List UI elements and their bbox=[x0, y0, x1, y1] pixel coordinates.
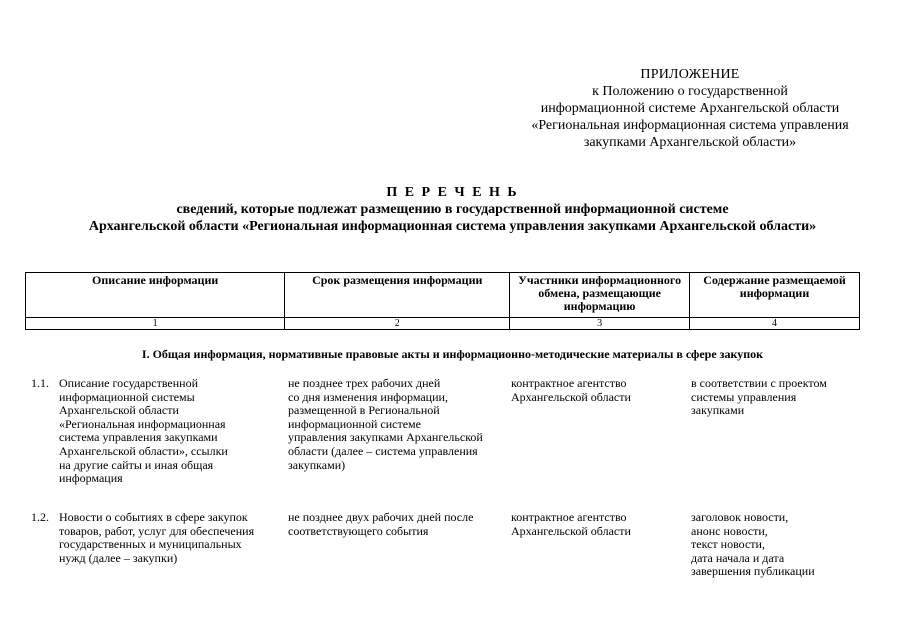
text-line: Архангельской области bbox=[511, 523, 631, 538]
text-line: анонс новости, bbox=[691, 523, 768, 538]
text-line: завершения публикации bbox=[691, 564, 815, 579]
text-line: Описание государственной bbox=[59, 376, 199, 390]
text-line: заголовок новости, bbox=[691, 510, 789, 524]
row-content bbox=[691, 377, 861, 418]
text-line: Описание информации bbox=[92, 273, 219, 287]
header-table bbox=[25, 272, 860, 330]
text-line: информация bbox=[59, 471, 123, 486]
column-number: 2 bbox=[285, 318, 510, 330]
column-header-participants bbox=[510, 273, 690, 318]
text-line: области (далее – система управления bbox=[288, 443, 478, 458]
appendix-block bbox=[480, 66, 900, 151]
column-number: 4 bbox=[690, 318, 860, 330]
text-line: не позднее двух рабочих дней после bbox=[288, 510, 474, 524]
text-line: информационной системе bbox=[288, 416, 421, 431]
appendix-heading: ПРИЛОЖЕНИЕ bbox=[640, 67, 740, 82]
appendix-lines bbox=[480, 83, 900, 151]
text-line: информацию bbox=[563, 299, 636, 313]
text-line: к Положению о государственной bbox=[592, 84, 788, 99]
row-number: 1.2. bbox=[31, 510, 49, 524]
text-line: информационной системы bbox=[59, 389, 195, 404]
text-line: «Региональная информационная система управления bbox=[531, 118, 849, 133]
column-header-description bbox=[26, 273, 285, 318]
text-line: соответствующего события bbox=[288, 523, 429, 538]
text-line: закупками Архангельской области» bbox=[583, 135, 797, 150]
text-line: система управления закупками bbox=[59, 430, 218, 445]
document-title bbox=[0, 184, 905, 235]
row-number: 1.1. bbox=[31, 376, 49, 390]
column-header-deadline bbox=[285, 273, 510, 318]
row-deadline bbox=[288, 377, 513, 472]
row-deadline bbox=[288, 511, 513, 538]
section-heading: I. Общая информация, нормативные правовые акты и информационно-методические материалы в сфере закупок bbox=[141, 347, 764, 361]
text-line: контрактное агентство bbox=[511, 376, 627, 390]
column-header-content bbox=[690, 273, 860, 318]
title-main: П Е Р Е Ч Е Н Ь bbox=[386, 185, 519, 200]
text-line: Новости о событиях в сфере закупок bbox=[59, 510, 248, 524]
text-line: государственных и муниципальных bbox=[59, 537, 242, 552]
text-line: закупками bbox=[691, 403, 745, 418]
text-line: «Региональная информационная bbox=[59, 416, 226, 431]
text-line: на другие сайты и иная общая bbox=[59, 457, 214, 472]
title-subtitle bbox=[0, 201, 905, 235]
text-line: нужд (далее – закупки) bbox=[59, 550, 178, 565]
text-line: со дня изменения информации, bbox=[288, 389, 448, 404]
text-line: Архангельской области bbox=[511, 389, 631, 404]
column-number-row bbox=[26, 318, 860, 330]
text-line: обмена, размещающие bbox=[538, 286, 661, 300]
text-line: Архангельской области bbox=[59, 403, 179, 418]
text-line: Содержание размещаемой bbox=[703, 273, 846, 287]
text-line: текст новости, bbox=[691, 537, 765, 552]
text-line: Архангельской области «Региональная информационная система управления закупками Архангельской области» bbox=[88, 219, 817, 234]
text-line: товаров, работ, услуг для обеспечения bbox=[59, 523, 255, 538]
text-line: информации bbox=[739, 286, 810, 300]
text-line: сведений, которые подлежат размещению в государственной информационной системе bbox=[176, 202, 729, 217]
text-line: закупками) bbox=[288, 457, 346, 472]
text-line: не позднее трех рабочих дней bbox=[288, 376, 441, 390]
header-row bbox=[26, 273, 860, 318]
text-line: размещенной в Региональной bbox=[288, 403, 440, 418]
row-description bbox=[59, 511, 289, 565]
text-line: дата начала и дата bbox=[691, 550, 785, 565]
column-number: 1 bbox=[26, 318, 285, 330]
text-line: информационной системе Архангельской области bbox=[540, 101, 840, 116]
text-line: Участники информационного bbox=[518, 273, 682, 287]
text-line: контрактное агентство bbox=[511, 510, 627, 524]
text-line: Архангельской области», ссылки bbox=[59, 443, 228, 458]
row-description bbox=[59, 377, 289, 486]
row-participants bbox=[511, 377, 686, 404]
text-line: в соответствии с проектом bbox=[691, 376, 827, 390]
row-content bbox=[691, 511, 861, 579]
text-line: Срок размещения информации bbox=[312, 273, 483, 287]
row-participants bbox=[511, 511, 686, 538]
column-number: 3 bbox=[510, 318, 690, 330]
text-line: системы управления bbox=[691, 389, 797, 404]
text-line: управления закупками Архангельской bbox=[288, 430, 483, 445]
